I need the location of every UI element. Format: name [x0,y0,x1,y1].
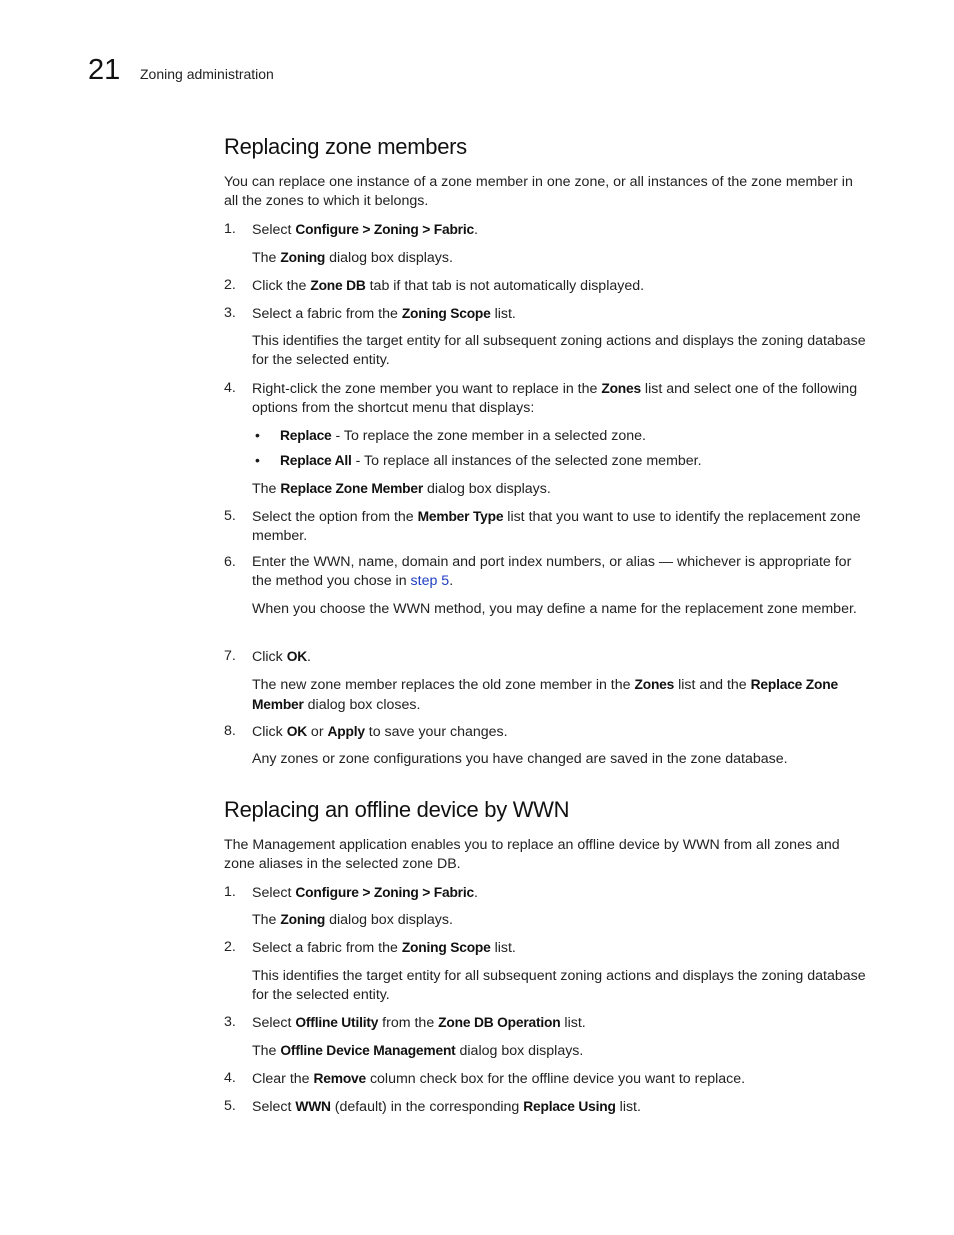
step-text: Select Configure > Zoning > Fabric. [252,885,478,901]
step-number: 2. [224,277,236,293]
step-text: Click the Zone DB tab if that tab is not automatically displayed. [252,278,645,294]
step-number: 1. [224,221,236,237]
ui-term: OK [286,649,307,664]
section-intro: The Management application enables you to replace an offline device by WWN from all zones and zone aliases in the selected zone DB. [224,837,840,872]
ui-term: Remove [313,1071,366,1086]
ui-term: Zoning [280,912,326,927]
step-text: Select WWN (default) in the corresponding Replace Using list. [252,1099,641,1115]
ui-term: Apply [327,724,365,739]
step-note: Any zones or zone configurations you have changed are saved in the zone database. [252,751,788,767]
step-number: 6. [224,554,236,570]
ui-term: Zones [634,677,675,692]
step-note: When you choose the WWN method, you may define a name for the replacement zone member. [252,601,857,617]
ui-term: OK [286,724,307,739]
menu-path: Configure > Zoning > Fabric [295,222,474,237]
step-text: Select Configure > Zoning > Fabric. [252,222,478,238]
step-text: Select Offline Utility from the Zone DB Operation list. [252,1015,586,1031]
step-text: Click OK or Apply to save your changes. [252,724,508,740]
menu-option: Replace All [280,453,352,468]
step-text: Clear the Remove column check box for the offline device you want to replace. [252,1071,746,1087]
step-number: 5. [224,508,236,524]
ui-term: WWN [295,1099,331,1114]
step-text: Click OK. [252,649,311,665]
ui-term: Zone DB Operation [438,1015,561,1030]
step-note: This identifies the target entity for all subsequent zoning actions and displays the zoning database for the selected entity. [252,968,866,1003]
ui-term: Member Type [417,509,504,524]
step-text: Select a fabric from the Zoning Scope list. [252,306,516,322]
ui-term: Offline Utility [295,1015,379,1030]
step-result: The Zoning dialog box displays. [252,250,453,266]
ui-term: Offline Device Management [280,1043,456,1058]
menu-option: Replace [280,428,332,443]
ui-term: Zoning [280,250,326,265]
step-text: Enter the WWN, name, domain and port index numbers, or alias — whichever is appropriate for the method you chose in step 5. [252,554,852,589]
step-number: 5. [224,1098,236,1114]
bullet-item: Replace All - To replace all instances of the selected zone member. [280,453,702,469]
step-number: 3. [224,1014,236,1030]
step-result: The new zone member replaces the old zone member in the Zones list and the Replace Zone Member dialog box closes. [252,677,838,713]
chapter-title: Zoning administration [140,66,274,82]
section-heading-replacing-zone-members: Replacing zone members [224,134,467,159]
section-intro: You can replace one instance of a zone member in one zone, or all instances of the zone member in all the zones to which it belongs. [224,174,853,209]
step-number: 4. [224,380,236,396]
step-5-link[interactable]: step 5 [410,573,450,589]
bullet-icon: • [255,452,260,468]
ui-term: Zoning Scope [401,940,491,955]
section-heading-replacing-offline-device: Replacing an offline device by WWN [224,797,570,822]
step-number: 1. [224,884,236,900]
bullet-icon: • [255,427,260,443]
step-result: The Replace Zone Member dialog box displays. [252,481,551,497]
ui-term: Replace Using [523,1099,616,1114]
step-text: Right-click the zone member you want to replace in the Zones list and select one of the following options from the shortcut menu that displays: [252,381,858,416]
ui-term: Replace Zone Member [252,677,838,712]
step-text: Select the option from the Member Type list that you want to use to identify the replacement zone member. [252,509,861,544]
step-number: 4. [224,1070,236,1086]
step-note: This identifies the target entity for all subsequent zoning actions and displays the zoning database for the selected entity. [252,333,866,368]
step-number: 3. [224,305,236,321]
step-number: 2. [224,939,236,955]
step-result: The Offline Device Management dialog box displays. [252,1043,584,1059]
ui-term: Zoning Scope [401,306,491,321]
step-text: Select a fabric from the Zoning Scope list. [252,940,516,956]
step-number: 7. [224,648,236,664]
bullet-item: Replace - To replace the zone member in a selected zone. [280,428,646,444]
ui-term: Replace Zone Member [280,481,424,496]
menu-path: Configure > Zoning > Fabric [295,885,474,900]
ui-term: Zones [601,381,641,396]
chapter-number: 21 [88,54,121,86]
step-number: 8. [224,723,236,739]
ui-term: Zone DB [310,278,366,293]
step-result: The Zoning dialog box displays. [252,912,453,928]
